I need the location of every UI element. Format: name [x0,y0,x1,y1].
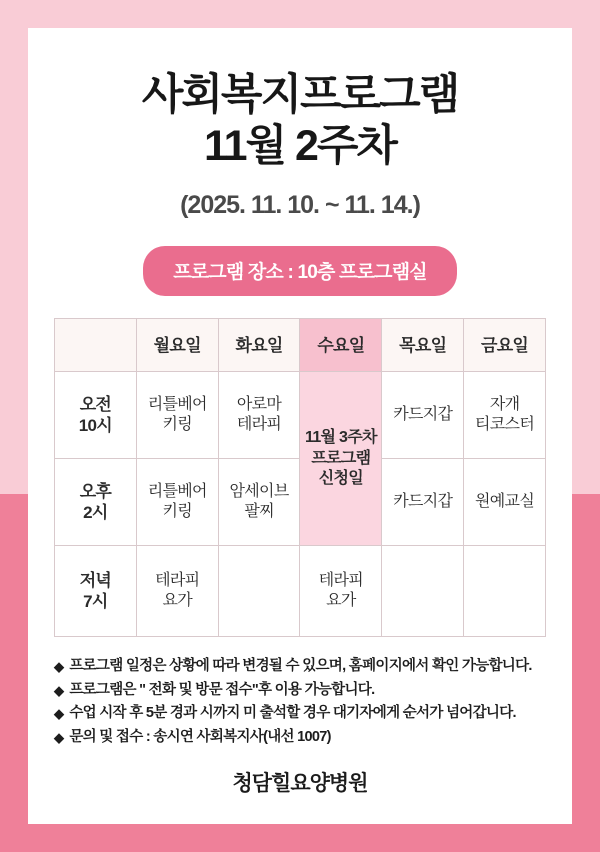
cell-mon-morning-line2: 키링 [162,416,192,434]
row-time-morning [55,372,137,459]
cell-fri-morning-line1: 자개 [489,396,520,413]
cell-fri-afternoon-line1: 원예교실 [475,493,535,511]
schedule-table [54,318,546,637]
cell-tue-morning [218,372,300,459]
row-time-morning-line1: 오전 [79,394,112,414]
cell-thu-morning [382,372,464,459]
table-row [55,546,546,637]
place-badge-wrap [28,246,572,296]
cell-thu-afternoon [382,459,464,546]
list-item [54,655,548,678]
table-header-row [55,319,546,372]
table-header-tuesday: 화요일 [218,319,300,372]
cell-mon-morning [136,372,218,459]
list-item [54,679,548,702]
cell-tue-morning-line2: 테라피 [236,416,282,434]
table-corner-cell [55,319,137,372]
cell-tue-afternoon [218,459,300,546]
cell-wed-merged-note [300,372,382,546]
cell-mon-evening-line2: 요가 [162,592,192,610]
table-header-wednesday: 수요일 [300,319,382,372]
cell-thu-evening [382,546,464,637]
diamond-bullet-icon: ◆ [54,706,64,722]
footer-organization: 청담힐요양병원 [232,772,368,796]
title-block [28,28,572,220]
cell-mon-evening [136,546,218,637]
note-text: 프로그램 일정은 상황에 따라 변경될 수 있으며, 홈페이지에서 확인 가능합니다. [69,658,532,675]
list-item [54,702,548,725]
cell-mon-evening-line1: 테라피 [155,572,200,589]
row-time-evening-line2: 7시 [83,592,108,612]
cell-fri-morning-line2: 티코스터 [475,416,535,434]
row-time-evening-line1: 저녁 [79,570,112,590]
page-title-line2: 11월 2주차 [204,121,396,170]
diamond-bullet-icon: ◆ [54,659,64,675]
cell-wed-evening-line2: 요가 [326,592,356,610]
cell-wed-note-line3: 신청일 [318,470,364,488]
row-time-afternoon [55,459,137,546]
cell-mon-afternoon [136,459,218,546]
cell-mon-morning-line1: 리틀베어 [147,396,207,413]
table-header-thursday: 목요일 [382,319,464,372]
diamond-bullet-icon: ◆ [54,682,64,698]
cell-tue-evening [218,546,300,637]
status-badge: 프로그램 장소 : 10층 프로그램실 [143,246,457,296]
cell-wed-note-line1: 11월 3주차 [305,429,377,447]
table-header-friday: 금요일 [464,319,546,372]
diamond-bullet-icon: ◆ [54,729,64,745]
cell-mon-afternoon-line2: 키링 [162,503,192,521]
cell-wed-evening-line1: 테라피 [318,572,364,589]
cell-wed-note-line2: 프로그램 [311,449,371,467]
cell-fri-morning [464,372,546,459]
cell-thu-morning-line1: 카드지갑 [393,406,453,424]
table-header-monday: 월요일 [136,319,218,372]
poster-body [28,28,572,824]
note-text: 문의 및 접수 : 송시연 사회복지사(내선 1007) [69,728,331,745]
cell-tue-morning-line1: 아로마 [236,396,282,413]
cell-wed-evening [300,546,382,637]
cell-tue-afternoon-line1: 암세이브 [229,483,289,500]
row-time-afternoon-line1: 오후 [79,481,112,501]
row-time-afternoon-line2: 2시 [83,503,108,523]
row-time-morning-line2: 10시 [78,416,113,436]
note-text: 수업 시작 후 5분 경과 시까지 미 출석할 경우 대기자에게 순서가 넘어갑니다. [69,705,516,722]
page-title-line1: 사회복지프로그램 [141,71,459,119]
list-item [54,726,548,749]
notes-list [54,655,548,749]
cell-thu-afternoon-line1: 카드지갑 [393,493,453,511]
row-time-evening [55,546,137,637]
cell-fri-evening [464,546,546,637]
date-range: (2025. 11. 10. ~ 11. 14.) [180,191,420,220]
cell-tue-afternoon-line2: 팔찌 [244,503,274,521]
cell-fri-afternoon [464,459,546,546]
cell-mon-afternoon-line1: 리틀베어 [147,483,207,500]
note-text: 프로그램은 " 전화 및 방문 접수"후 이용 가능합니다. [69,681,375,698]
table-row [55,372,546,459]
